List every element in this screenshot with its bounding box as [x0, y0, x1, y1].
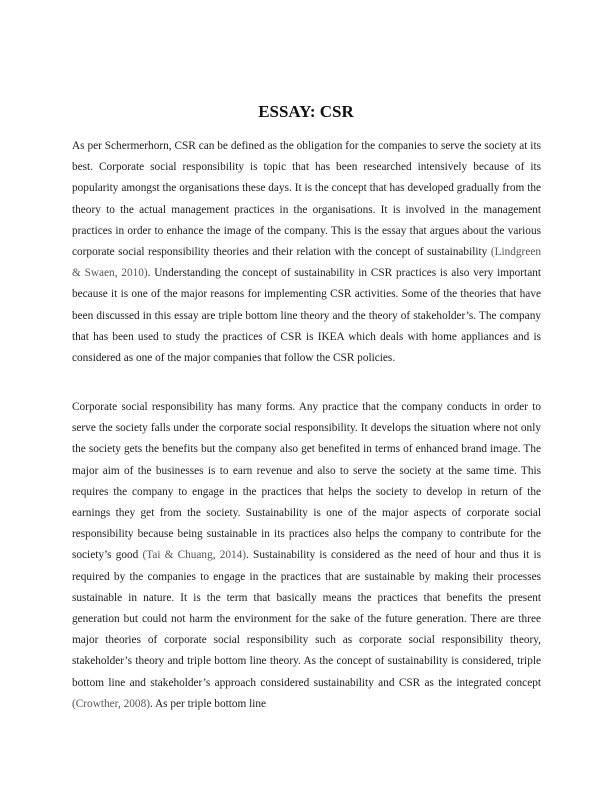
- paragraph-1-text-a: As per Schermerhorn, CSR can be defined as the obligation for the companies to serve the society at its best. Corporate social responsibility is topic that has been researched intensively because of its popularity amongst the organisations these days. It is the concept that has developed gradually from the theory to the actual management practices in the organisations. It is involved in the management practices in order to enhance the image of the company. This is the essay that argues about the various corporate social responsibility theories and their relation with the concept of sustainability: [72, 140, 541, 259]
- paragraph-1-text-b: . Understanding the concept of sustainability in CSR practices is also very important because it is one of the major reasons for implementing CSR activities. Some of the theories that have been discussed in this essay are triple bottom line theory and the theory of stakeholder’s. The company that has been used to study the practices of CSR is IKEA which deals with home appliances and is considered as one of the major companies that follow the CSR policies.: [72, 267, 541, 365]
- citation-lindgreen-swaen: (Lindgreen & Swaen, 2010): [72, 246, 541, 280]
- essay-title: ESSAY: CSR: [258, 102, 354, 121]
- paragraph-2-text-a: Corporate social responsibility has many forms. Any practice that the company conducts in order to serve the society falls under the corporate social responsibility. It develops the situation where not only the society gets the benefits but the company also get benefited in terms of enhanced brand image. The major aim of the businesses is to earn revenue and also to serve the society at the same time. This requires the company to engage in the practices that helps the society to develop in return of the earnings they get from the society. Sustainability is one of the major aspects of corporate social responsibility because being sustainable in its practices also helps the company to contribute for the society’s good: [72, 401, 541, 562]
- citation-crowther: (Crowther, 2008): [72, 697, 150, 710]
- paragraph-2-text-b: . Sustainability is considered as the need of hour and thus it is required by the companies to engage in the practices that are sustainable by making their processes sustainable in nature. It is the term that basically means the practices that benefits the present generation but could not harm the environment for the sake of the future generation. There are three major theories of corporate social responsibility such as corporate social responsibility theory, stakeholder’s theory and triple bottom line theory. As the concept of sustainability is considered, triple bottom line and stakeholder’s approach considered sustainability and CSR as the integrated concept: [72, 549, 542, 689]
- paragraph-2-text-c: . As per triple bottom line: [149, 697, 267, 710]
- paragraph-2: [72, 397, 541, 715]
- paragraph-1: [72, 136, 541, 369]
- citation-tai-chuang: (Tai & Chuang, 2014): [142, 549, 247, 562]
